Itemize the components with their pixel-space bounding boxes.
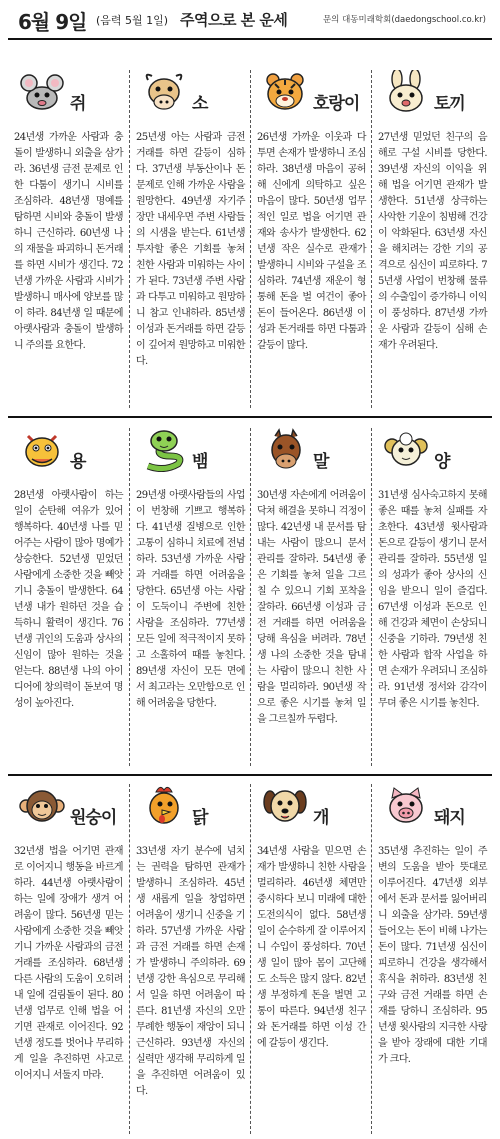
animal-label: 쥐 bbox=[70, 94, 86, 114]
zodiac-cell-sheep bbox=[371, 428, 492, 766]
zodiac-row-1 bbox=[8, 70, 492, 408]
zodiac-cell-rat bbox=[8, 70, 129, 408]
fortune-text: 24년생 가까운 사람과 충돌이 발생하니 외출을 삼가라. 36년생 금전 문제로 인한 다툼이 생기니 시비를 조심하라. 48년생 명예를 탐하면 시비와 충돌이 발생하니 근신하라. 60년생 나의 재물을 파괴하니 돈거래를 하면 시비가 생긴다. 72년생 가까운 사람과 시비가 발생하니 매사에 양보를 많이 하라. 84년생 일 때문에 아랫사람과 충돌이 발생하니 주의를 요한다. bbox=[14, 132, 123, 351]
animal-label: 토끼 bbox=[434, 94, 465, 114]
animal-label: 뱀 bbox=[192, 452, 208, 472]
dog-icon bbox=[261, 784, 309, 828]
divider bbox=[8, 774, 492, 776]
date-label: 6월 9일 bbox=[18, 10, 87, 34]
ox-icon bbox=[140, 70, 188, 114]
fortune-text: 29년생 아랫사람들의 사업이 번창해 기쁘고 행복하다. 41년생 질병으로 인한 고통이 심하니 치료에 전념하라. 53년생 가까운 사람과 거래를 하면 어려움을 당한다. 65년생 아는 사람이 도둑이니 주변에 친한 사람을 조심하라. 77년생 모든 일에 적극적이지 못하고 소홀하여 때를 놓친다. 89년생 자신이 모든 면에서 최고라는 오만함으로 인해 어려움을 당한다. bbox=[136, 490, 245, 709]
sheep-icon bbox=[382, 428, 430, 472]
fortune-text: 28년생 아랫사람이 하는 일이 순탄해 여유가 있어 행복하다. 40년생 나를 믿어주는 사람이 많아 명예가 상승한다. 52년생 믿었던 사람에게 소중한 것을 빼앗기니 충돌이 발생한다. 64년생 내가 원하던 것을 습득하니 활력이 생긴다. 76년생 귀인의 도움과 상사의 신임이 많아 원하는 것을 얻는다. 88년생 나의 아이디어에 창의력이 돋보여 명성이 높아진다. bbox=[14, 490, 123, 709]
fortune-text: 25년생 아는 사람과 금전 거래를 하면 갈등이 심하다. 37년생 부동산이나 돈 문제로 인해 가까운 사람을 원망한다. 49년생 자기주장만 내세우면 주변 사람들의 시샘을 받는다. 61년생 투자할 좋은 기회를 놓쳐 친한 사람과 미워하는 사이가 된다. 73년생 주변 사람과 다투고 미워하고 원망하니 참고 인내하라. 85년생 이성과 돈거래를 하면 갈등이 깊어져 원망하고 미워한다. bbox=[136, 132, 245, 367]
zodiac-cell-dog bbox=[250, 784, 371, 1134]
divider bbox=[8, 38, 492, 40]
animal-label: 말 bbox=[313, 452, 329, 472]
fortune-text: 33년생 자기 분수에 넘치는 권력을 탐하면 관재가 발생하니 조심하라. 45년생 새롭게 일을 창업하면 어려움이 생기니 신중을 기하라. 57년생 가까운 사람과 금전 거래를 하면 손재가 발생하니 주의하라. 69년생 강한 욕심으로 무리해서 일을 하면 어려움이 따른다. 81년생 자신의 오만 무례한 행동이 재앙이 되니 근신하라. 93년생 자신의 실력만 생각해 무리하게 일을 추진하면 어려움이 있다. bbox=[136, 846, 245, 1097]
fortune-text: 27년생 믿었던 친구의 음해로 구설 시비를 당한다. 39년생 자신의 이익을 위해 법을 어기면 관재가 발생한다. 51년생 상극하는 사악한 기운이 침범해 건강이 악화된다. 63년생 자신을 해치려는 강한 기의 공격으로 심신이 피로하다. 75년생 사업이 번창해 물류의 수출입이 증가하니 이익이 풍성하다. 87년생 가까운 사람과 갈등이 심해 손재가 우려된다. bbox=[378, 132, 487, 351]
divider bbox=[8, 416, 492, 418]
zodiac-cell-monkey bbox=[8, 784, 129, 1134]
animal-label: 용 bbox=[70, 452, 86, 472]
horse-icon bbox=[261, 428, 309, 472]
zodiac-cell-rabbit bbox=[371, 70, 492, 408]
fortune-text: 34년생 사람을 믿으면 손재가 발생하니 친한 사람을 멀리하라. 46년생 체면만 중시하다 보니 미래에 대한 도전의식이 없다. 58년생 일이 순수하게 잘 이루어지니 수입이 풍성하다. 70년생 일이 많아 몸이 고단해도 소득은 많지 않다. 82년생 부정하게 돈을 벌면 고통이 따른다. 94년생 친구와 돈거래를 하면 이성 간에 갈등이 생긴다. bbox=[257, 846, 366, 1049]
zodiac-cell-pig bbox=[371, 784, 492, 1134]
zodiac-cell-ox bbox=[129, 70, 250, 408]
animal-label: 호랑이 bbox=[313, 94, 360, 114]
lunar-date: (음력 5월 1일) bbox=[96, 14, 169, 27]
pig-icon bbox=[382, 784, 430, 828]
fortune-text: 35년생 추진하는 일이 주변의 도움을 받아 뜻대로 이루어진다. 47년생 외부에서 돈과 문서를 잃어버리니 외출을 삼가라. 59년생 들어오는 돈이 비해 나가는 돈이 많다. 71년생 심신이 피로하니 건강을 생각해서 휴식을 취하라. 83년생 친구와 금전 거래를 하면 손재를 당하니 조심하라. 95년생 윗사람의 지극한 사랑을 받아 장래에 대한 기대가 크다. bbox=[378, 846, 487, 1065]
rat-icon bbox=[18, 70, 66, 114]
rabbit-icon bbox=[382, 70, 430, 114]
animal-label: 소 bbox=[192, 94, 208, 114]
animal-label: 양 bbox=[434, 452, 450, 472]
zodiac-cell-horse bbox=[250, 428, 371, 766]
zodiac-row-2 bbox=[8, 428, 492, 766]
monkey-icon bbox=[18, 784, 66, 828]
animal-label: 돼지 bbox=[434, 808, 465, 828]
page-header bbox=[0, 0, 500, 38]
snake-icon bbox=[140, 428, 188, 472]
fortune-text: 31년생 심사숙고하지 못해 좋은 때를 놓쳐 실패를 자초한다. 43년생 윗사람과 돈으로 갈등이 생기니 문서 관리를 잘하라. 55년생 일의 성과가 좋아 상사의 신임을 받으니 일이 즐겁다. 67년생 이성과 돈으로 인해 건강과 체면이 손상되니 신중을 기하라. 79년생 친한 사람과 합작 사업을 하면 손재가 우려되니 조심하라. 91년생 정서와 감각이 무뎌 좋은 시기를 놓친다. bbox=[378, 490, 487, 709]
rooster-icon bbox=[140, 784, 188, 828]
zodiac-row-3 bbox=[8, 784, 492, 1134]
animal-label: 원숭이 bbox=[70, 808, 117, 828]
contact-info: 문의 대동미래학회(daedongschool.co.kr) bbox=[322, 15, 486, 25]
zodiac-cell-rooster bbox=[129, 784, 250, 1134]
tiger-icon bbox=[261, 70, 309, 114]
animal-label: 개 bbox=[313, 808, 329, 828]
animal-label: 닭 bbox=[192, 808, 208, 828]
zodiac-cell-tiger bbox=[250, 70, 371, 408]
fortune-text: 26년생 가까운 이웃과 다투면 손재가 발생하니 조심하라. 38년생 마음이 공허해 신에게 의탁하고 싶은 마음이 많다. 50년생 업무적인 일로 법을 어기면 관재와 송사가 발생한다. 62년생 작은 실수로 관재가 발생하니 시비와 구설을 조심하라. 74년생 재운이 형통해 돈을 벌 여건이 좋아 돈이 들어온다. 86년생 이성과 돈거래를 하면 다툼과 갈등이 많다. bbox=[257, 132, 366, 351]
fortune-text: 30년생 자손에게 어려움이 닥쳐 해결을 못하니 걱정이 많다. 42년생 내 문서를 탐내는 사람이 많으니 문서 관리를 잘하라. 54년생 좋은 기회를 놓쳐 일을 그르칠 수 있으니 기회 포착을 잘하라. 66년생 이성과 금전 거래를 하면 어려움을 당해 욕심을 버려라. 78년생 나의 소중한 것을 탐내는 사람이 많으니 친한 사람을 멀리하라. 90년생 작으로 좋은 시기를 놓쳐 일을 그르칠까 두렵다. bbox=[257, 490, 366, 725]
zodiac-cell-dragon bbox=[8, 428, 129, 766]
fortune-text: 32년생 법을 어기면 관재로 이어지니 행동을 바르게 하라. 44년생 아랫사람이 하는 일에 장애가 생겨 어려움이 많다. 56년생 믿는 사람에게 소중한 것을 빼앗기니 가까운 사람과의 금전 거래를 조심하라. 68년생 다른 사람의 도움이 오히려 내 일에 걸림돌이 된다. 80년생 업무로 인해 법을 어기면 관재로 이어진다. 92년생 정도를 벗어나 무리하게 일을 추진하면 사고로 이어지니 서둘지 마라. bbox=[14, 846, 123, 1081]
page-title: 주역으로 본 운세 bbox=[180, 11, 288, 29]
zodiac-cell-snake bbox=[129, 428, 250, 766]
dragon-icon bbox=[18, 428, 66, 472]
